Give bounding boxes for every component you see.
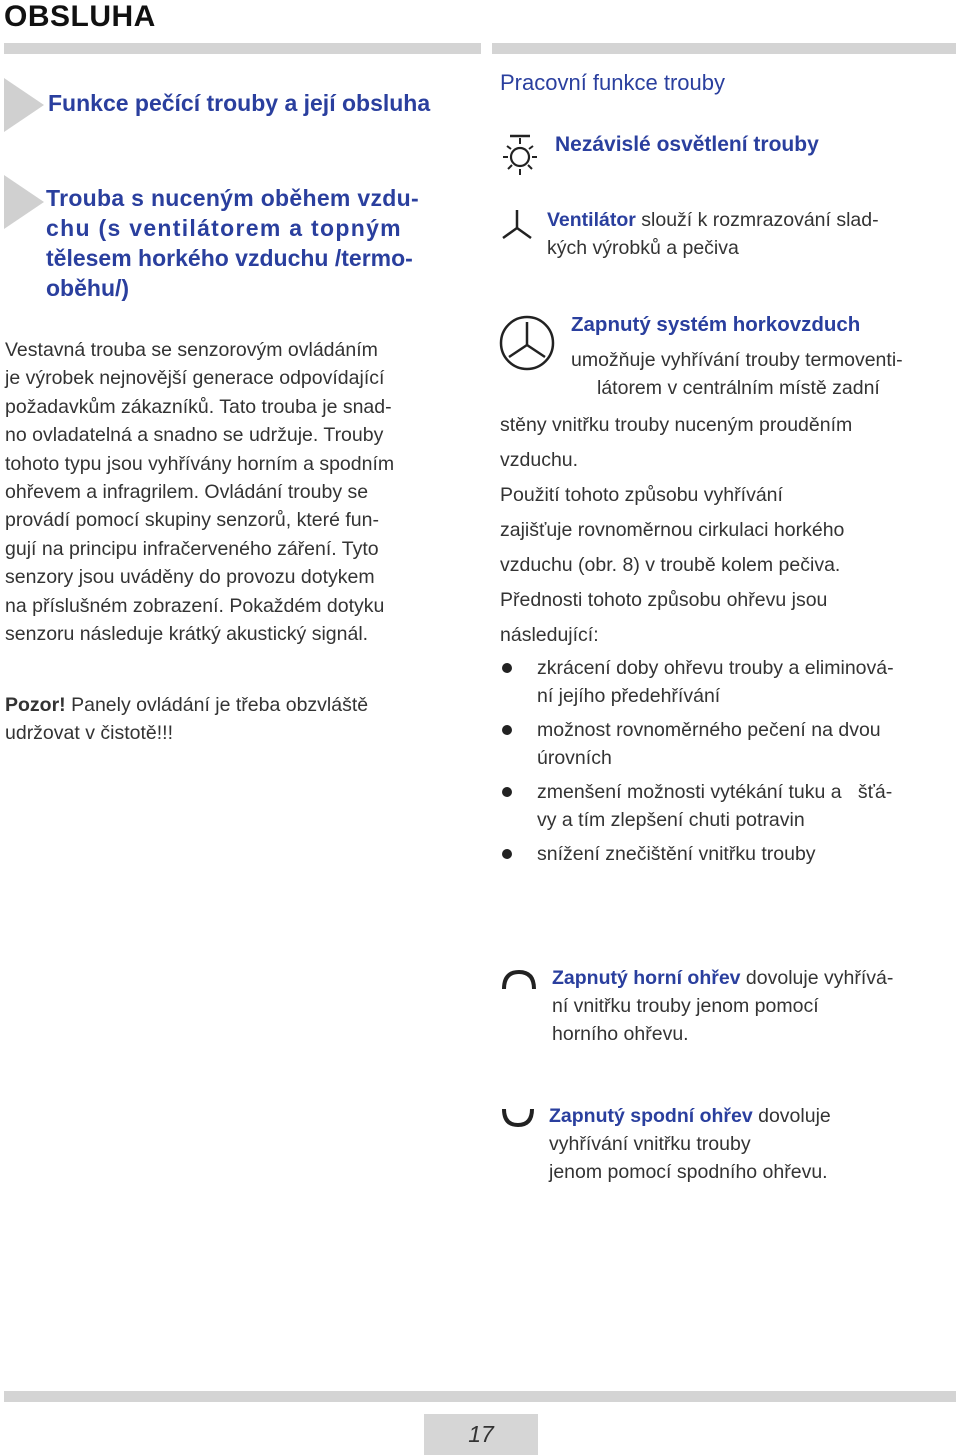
top-heat-description: Zapnutý horní ohřev dovoluje vyhřívá- ní vnitřku trouby jenom pomocí horního ohřevu. [552,967,894,1045]
list-item: zkrácení doby ohřevu trouby a eliminová- ní jejího předehřívání [500,654,960,710]
footer-rule [4,1391,956,1402]
light-label: Nezávislé osvětlení trouby [555,133,819,156]
list-item: zmenšení možnosti vytékání tuku a šťá- vy a tím zlepšení chuti potravin [500,778,960,834]
section-arrow-icon [4,78,44,132]
page-title: OBSLUHA [4,0,156,33]
advantages-list [500,654,960,874]
warning-label: Pozor! [5,694,66,716]
list-item: možnost rovnoměrného pečení na dvou úrovních [500,716,960,772]
convection-description: stěny vnitřku trouby nuceným prouděním vzduchu. Použití tohoto způsobu vyhřívání zajišťuje rovnoměrnou cirkulaci horkého vzduchu (obr. 8) v troubě kolem pečiva. Přednosti tohoto způsobu ohřevu jsou následující: [500,414,853,646]
convection-icon [498,314,556,372]
intro-paragraph: Vestavná trouba se senzorovým ovládáním je výrobek nejnovější generace odpovídající požadavkům zákazníků. Tato trouba je snad- no ovladatelná a snadno se udržuje. Trouby tohoto typu jsou vyhřívány horním a spodním ohřevem a infragrilem. Ovládání trouby se provádí pomocí skupiny senzorů, které fun- gují na principu infračerveného záření. Tyto senzory jsou uváděny do provozu dotykem na příslušném zobrazení. Pokaždém dotyku senzoru následuje krátký akustický signál. [5,339,395,646]
bottom-heat-description: Zapnutý spodní ohřev dovoluje vyhřívání vnitřku trouby jenom pomocí spodního ohřevu. [549,1105,831,1183]
page-number: 17 [468,1421,494,1447]
bullet-icon [502,725,512,735]
bullet-icon [502,849,512,859]
convection-indent-2: látorem v centrálním místě zadní [597,377,880,399]
header-rule-left [4,43,481,54]
bullet-icon [502,787,512,797]
header-rule-right [492,43,956,54]
list-item: snížení znečištění vnitřku trouby [500,840,960,868]
section-heading-functions: Funkce pečící trouby a její obsluha [48,90,431,116]
fan-icon [500,208,534,242]
section-arrow-icon [4,175,44,229]
convection-indent-1: umožňuje vyhřívání trouby termoventi- [571,349,903,371]
bottom-heat-icon [500,1106,536,1128]
functions-heading: Pracovní funkce trouby [500,70,726,95]
bullet-icon [502,663,512,673]
top-heat-icon [500,968,538,992]
warning-paragraph: Pozor! Panely ovládání je třeba obzvláště udržovat v čistotě!!! [5,694,369,745]
section-heading-convection-oven: Trouba s nuceným oběhem vzdu- chu (s ventilátorem a topným tělesem horkého vzduchu /termo- oběhu/) [46,185,419,301]
bulb-icon [500,132,540,178]
convection-heading: Zapnutý systém horkovzduch [571,313,861,336]
fan-description: Ventilátor slouží k rozmrazování slad- kých výrobků a pečiva [547,209,879,259]
